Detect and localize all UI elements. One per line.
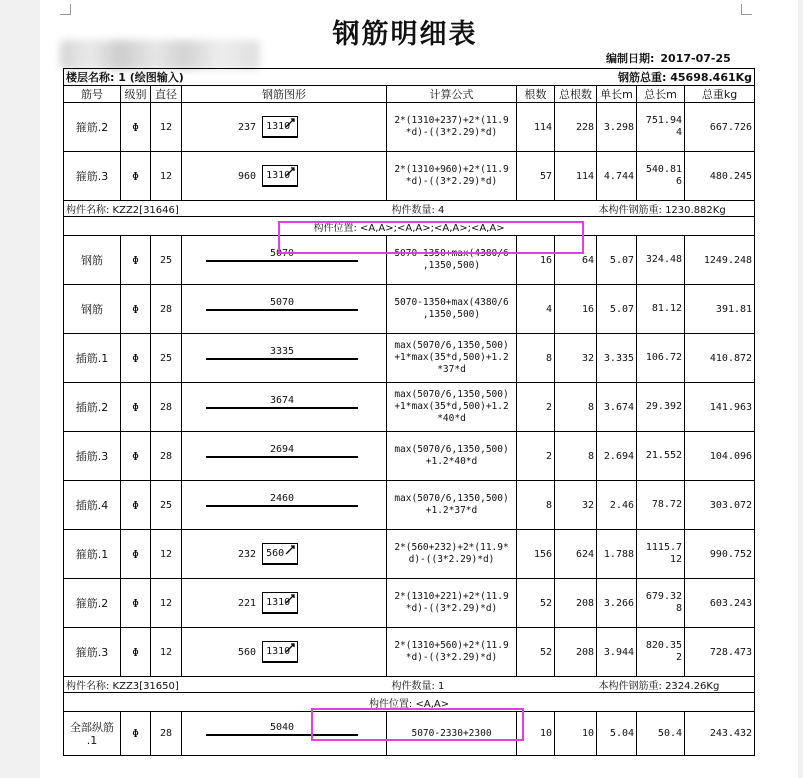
formula-line-2: *d)-((3*2.29)*d) [405,652,498,663]
unit-length: 3.335 [597,334,637,383]
bar-shape [182,432,387,481]
formula-line-1: 2*(1310+960)+2*(11.9 [394,164,509,175]
formula-line-3: *37*d [437,364,466,375]
bar-count: 10 [517,712,555,756]
formula-line-3: *40*d [437,413,466,424]
bar-shape [182,530,387,579]
bar-diameter: 28 [151,285,182,334]
formula-line-1: 2*(1310+560)+2*(11.9 [394,640,509,651]
total-length [637,285,685,334]
unit-length: 5.04 [597,712,637,756]
formula-line-1: max(5070/6,1350,500) [394,340,509,351]
bar-diameter: 25 [151,236,182,285]
formula-line-1: 2*(1310+237)+2*(11.9 [394,115,509,126]
floor-name: 楼层名称: 1 (绘图输入) [64,69,517,86]
formula-line-2: *d)-((3*2.29)*d) [405,603,498,614]
formula-line-1: max(5070/6,1350,500) [394,444,509,455]
total-weight: 1249.248 [685,236,755,285]
total-length-line-2: 6 [675,176,683,187]
rebar-row [64,432,755,481]
total-count: 208 [555,628,597,677]
calc-formula [387,579,517,628]
stirrup-outer-label: 560 [238,646,257,658]
total-count: 64 [555,236,597,285]
total-length-line-1: 679.32 [645,591,683,602]
calc-formula: 5070-2330+2300 [387,712,517,756]
grade-symbol: Φ [121,103,151,152]
column-header: 总根数 [555,86,597,103]
bar-count: 8 [517,481,555,530]
crop-mark-right [741,4,752,15]
straight-bar-icon [206,444,358,458]
grade-symbol: Φ [121,530,151,579]
unit-length: 2.694 [597,432,637,481]
formula-line-2: ,1350,500) [422,309,481,320]
bar-name [64,712,121,756]
total-length [637,530,685,579]
bar-name: 箍筋.3 [64,152,121,201]
bar-length-label: 3674 [269,395,295,406]
unit-length: 3.298 [597,103,637,152]
formula-line-1: max(5070/6,1350,500) [394,493,509,504]
stirrup-box-label: 560 [266,548,285,559]
rebar-detail-table [63,68,755,756]
total-weight: 410.872 [685,334,755,383]
unit-length: 5.07 [597,236,637,285]
total-weight: 667.726 [685,103,755,152]
total-count: 208 [555,579,597,628]
calc-formula [387,334,517,383]
formula-line-1: 2*(1310+221)+2*(11.9 [394,591,509,602]
grade-symbol: Φ [121,236,151,285]
formula-line-2: +1*max(35*d,500)+1.2 [394,352,509,363]
stirrup-outer-label: 237 [238,121,257,133]
bar-shape [182,334,387,383]
formula-line-2: ,1350,500) [422,260,481,271]
bar-name: 插筋.1 [64,334,121,383]
total-length-line-1: 78.72 [651,499,683,510]
highlight-box-1 [278,221,584,254]
bar-diameter: 28 [151,432,182,481]
unit-length: 2.46 [597,481,637,530]
column-header: 钢筋图形 [182,86,387,103]
total-length-line-1: 106.72 [645,352,683,363]
stirrup-box-label: 1310 [266,646,291,657]
bar-name: 插筋.3 [64,432,121,481]
bar-diameter: 25 [151,481,182,530]
rebar-row [64,481,755,530]
bar-shape [182,103,387,152]
grade-symbol: Φ [121,481,151,530]
stirrup-outer-label: 960 [238,170,257,182]
total-count: 624 [555,530,597,579]
total-weight: 243.432 [685,712,755,756]
total-length-line-1: 1115.7 [645,542,683,553]
bar-count: 114 [517,103,555,152]
total-count: 8 [555,383,597,432]
component-count: 构件数量: 1 [387,677,597,693]
bar-length-label: 3335 [269,346,295,357]
total-length: 50.4 [637,712,685,756]
bar-length-label: 2460 [269,493,295,504]
total-weight: 391.81 [685,285,755,334]
stirrup-box [262,592,298,614]
rebar-row [64,334,755,383]
redacted-logo-area [60,40,260,70]
total-count: 114 [555,152,597,201]
highlight-box-2 [311,708,524,741]
crop-mark-left [60,4,71,15]
unit-length: 1.788 [597,530,637,579]
straight-bar-icon [206,395,358,409]
stirrup-box [262,165,298,187]
bar-name: 箍筋.2 [64,103,121,152]
calc-formula [387,152,517,201]
bar-count: 52 [517,579,555,628]
bar-diameter: 28 [151,712,182,756]
unit-length: 5.07 [597,285,637,334]
total-length [637,383,685,432]
component-position: 构件位置: <A,A>;<A,A>;<A,A>;<A,A> [64,217,755,236]
total-weight: 480.245 [685,152,755,201]
calc-formula [387,383,517,432]
grade-symbol: Φ [121,432,151,481]
formula-line-2: +1.2*40*d [425,456,478,467]
bar-count: 2 [517,383,555,432]
component-count: 构件数量: 4 [387,201,597,217]
rebar-row [64,152,755,201]
report-title: 钢筋明细表 [332,19,478,50]
total-count: 32 [555,481,597,530]
bar-count: 8 [517,334,555,383]
total-length-line-1: 540.81 [645,164,683,175]
total-length-line-1: 21.552 [645,450,683,461]
bar-count: 4 [517,285,555,334]
stirrup-box [262,641,298,663]
calc-formula [387,432,517,481]
component-name: 构件名称: KZZ3[31650] [64,677,387,693]
bar-length-label: 5070 [269,297,295,308]
bar-count: 57 [517,152,555,201]
rebar-row [64,530,755,579]
grade-symbol: Φ [121,712,151,756]
total-length [637,334,685,383]
bar-diameter: 12 [151,628,182,677]
column-header: 总重kg [685,86,755,103]
total-weight: 728.473 [685,628,755,677]
formula-line-2: *d)-((3*2.29)*d) [405,176,498,187]
column-header: 直径 [151,86,182,103]
total-length-line-2: 12 [669,554,683,565]
bar-name-line-2: .1 [86,733,98,747]
grade-symbol: Φ [121,334,151,383]
stirrup-icon [238,641,298,663]
date-value: 2017-07-25 [660,52,731,65]
formula-line-2: +1*max(35*d,500)+1.2 [394,401,509,412]
rebar-row [64,103,755,152]
formula-line-1: 5070-1350+max(4380/6 [394,297,509,308]
formula-line-2: d)-((3*2.29)*d) [408,554,495,565]
straight-bar-icon [206,346,358,360]
rebar-row [64,579,755,628]
bar-diameter: 12 [151,152,182,201]
column-header: 单长m [597,86,637,103]
bar-name-line-1: 全部纵筋 [70,720,114,734]
total-length-line-1: 324.48 [645,254,683,265]
component-weight: 本构件钢筋重: 1230.882Kg [597,201,755,217]
total-length [637,579,685,628]
total-length [637,432,685,481]
bar-name: 钢筋 [64,236,121,285]
grade-symbol: Φ [121,152,151,201]
total-length-line-1: 751.94 [645,115,683,126]
component-info-row [64,201,755,217]
bar-count: 16 [517,236,555,285]
straight-bar-icon [206,297,358,311]
total-length [637,628,685,677]
bar-count: 2 [517,432,555,481]
calc-formula [387,481,517,530]
bar-shape [182,628,387,677]
total-count: 228 [555,103,597,152]
grade-symbol: Φ [121,628,151,677]
stirrup-box-label: 1310 [266,121,291,132]
rebar-row [64,628,755,677]
total-length-line-1: 29.392 [645,401,683,412]
formula-line-2: +1.2*37*d [425,505,478,516]
bar-name: 插筋.4 [64,481,121,530]
calc-formula [387,285,517,334]
bar-shape [182,579,387,628]
stirrup-box-label: 1310 [266,170,291,181]
rebar-row [64,285,755,334]
calc-formula [387,103,517,152]
column-header: 总长m [637,86,685,103]
floor-row [64,69,755,86]
formula-line-1: 2*(560+232)+2*(11.9* [394,542,509,553]
date-label: 编制日期: [606,52,655,65]
stirrup-outer-label: 232 [238,548,257,560]
component-name: 构件名称: KZZ2[31646] [64,201,387,217]
total-length-line-2: 2 [675,652,683,663]
total-weight: 141.963 [685,383,755,432]
column-header: 筋号 [64,86,121,103]
total-length-line-1: 820.35 [645,640,683,651]
unit-length: 3.266 [597,579,637,628]
stirrup-outer-label: 221 [238,597,257,609]
header-row [64,86,755,103]
component-weight: 本构件钢筋重: 2324.26Kg [597,677,755,693]
bar-name: 箍筋.1 [64,530,121,579]
bar-diameter: 12 [151,530,182,579]
report-date [606,50,731,66]
bar-diameter: 28 [151,383,182,432]
total-length [637,152,685,201]
bar-diameter: 12 [151,579,182,628]
stirrup-box-label: 1310 [266,597,291,608]
bar-name: 箍筋.3 [64,628,121,677]
unit-length: 3.944 [597,628,637,677]
formula-line-1: 5070-1350+max(4380/6 [394,248,509,259]
bar-length-label: 2694 [269,444,295,455]
column-header: 根数 [517,86,555,103]
stirrup-icon [238,165,298,187]
bar-diameter: 12 [151,103,182,152]
stirrup-box [262,116,298,138]
bar-shape [182,481,387,530]
total-length-line-2: 4 [675,127,683,138]
total-count: 32 [555,334,597,383]
bar-count: 52 [517,628,555,677]
bar-shape [182,152,387,201]
bar-name: 箍筋.2 [64,579,121,628]
column-header: 计算公式 [387,86,517,103]
total-length [637,236,685,285]
bar-name: 钢筋 [64,285,121,334]
total-count: 16 [555,285,597,334]
total-count: 8 [555,432,597,481]
total-count: 10 [555,712,597,756]
rebar-row [64,383,755,432]
formula-line-1: max(5070/6,1350,500) [394,389,509,400]
floor-total-weight: 钢筋总重: 45698.461Kg [517,69,755,86]
total-length [637,103,685,152]
bar-name: 插筋.2 [64,383,121,432]
bar-length-label: 5070 [269,248,295,259]
formula-line-2: *d)-((3*2.29)*d) [405,127,498,138]
bar-diameter: 25 [151,334,182,383]
total-weight: 303.072 [685,481,755,530]
grade-symbol: Φ [121,383,151,432]
component-position: 构件位置: <A,A> [64,693,755,712]
bar-shape [182,383,387,432]
bar-shape [182,285,387,334]
total-length-line-2: 8 [675,603,683,614]
bar-length-label: 5040 [269,721,295,733]
stirrup-icon [238,592,298,614]
calc-formula [387,530,517,579]
total-length-line-1: 81.12 [651,303,683,314]
total-weight: 603.243 [685,579,755,628]
total-length [637,481,685,530]
straight-bar-icon [206,493,358,507]
grade-symbol: Φ [121,285,151,334]
column-header: 级别 [121,86,151,103]
stirrup-icon [238,543,298,565]
component-info-row [64,677,755,693]
total-weight: 104.096 [685,432,755,481]
calc-formula [387,628,517,677]
straight-bar-icon [206,248,358,262]
bar-count: 156 [517,530,555,579]
unit-length: 4.744 [597,152,637,201]
unit-length: 3.674 [597,383,637,432]
stirrup-box [262,543,298,565]
grade-symbol: Φ [121,579,151,628]
stirrup-icon [238,116,298,138]
total-weight: 990.752 [685,530,755,579]
